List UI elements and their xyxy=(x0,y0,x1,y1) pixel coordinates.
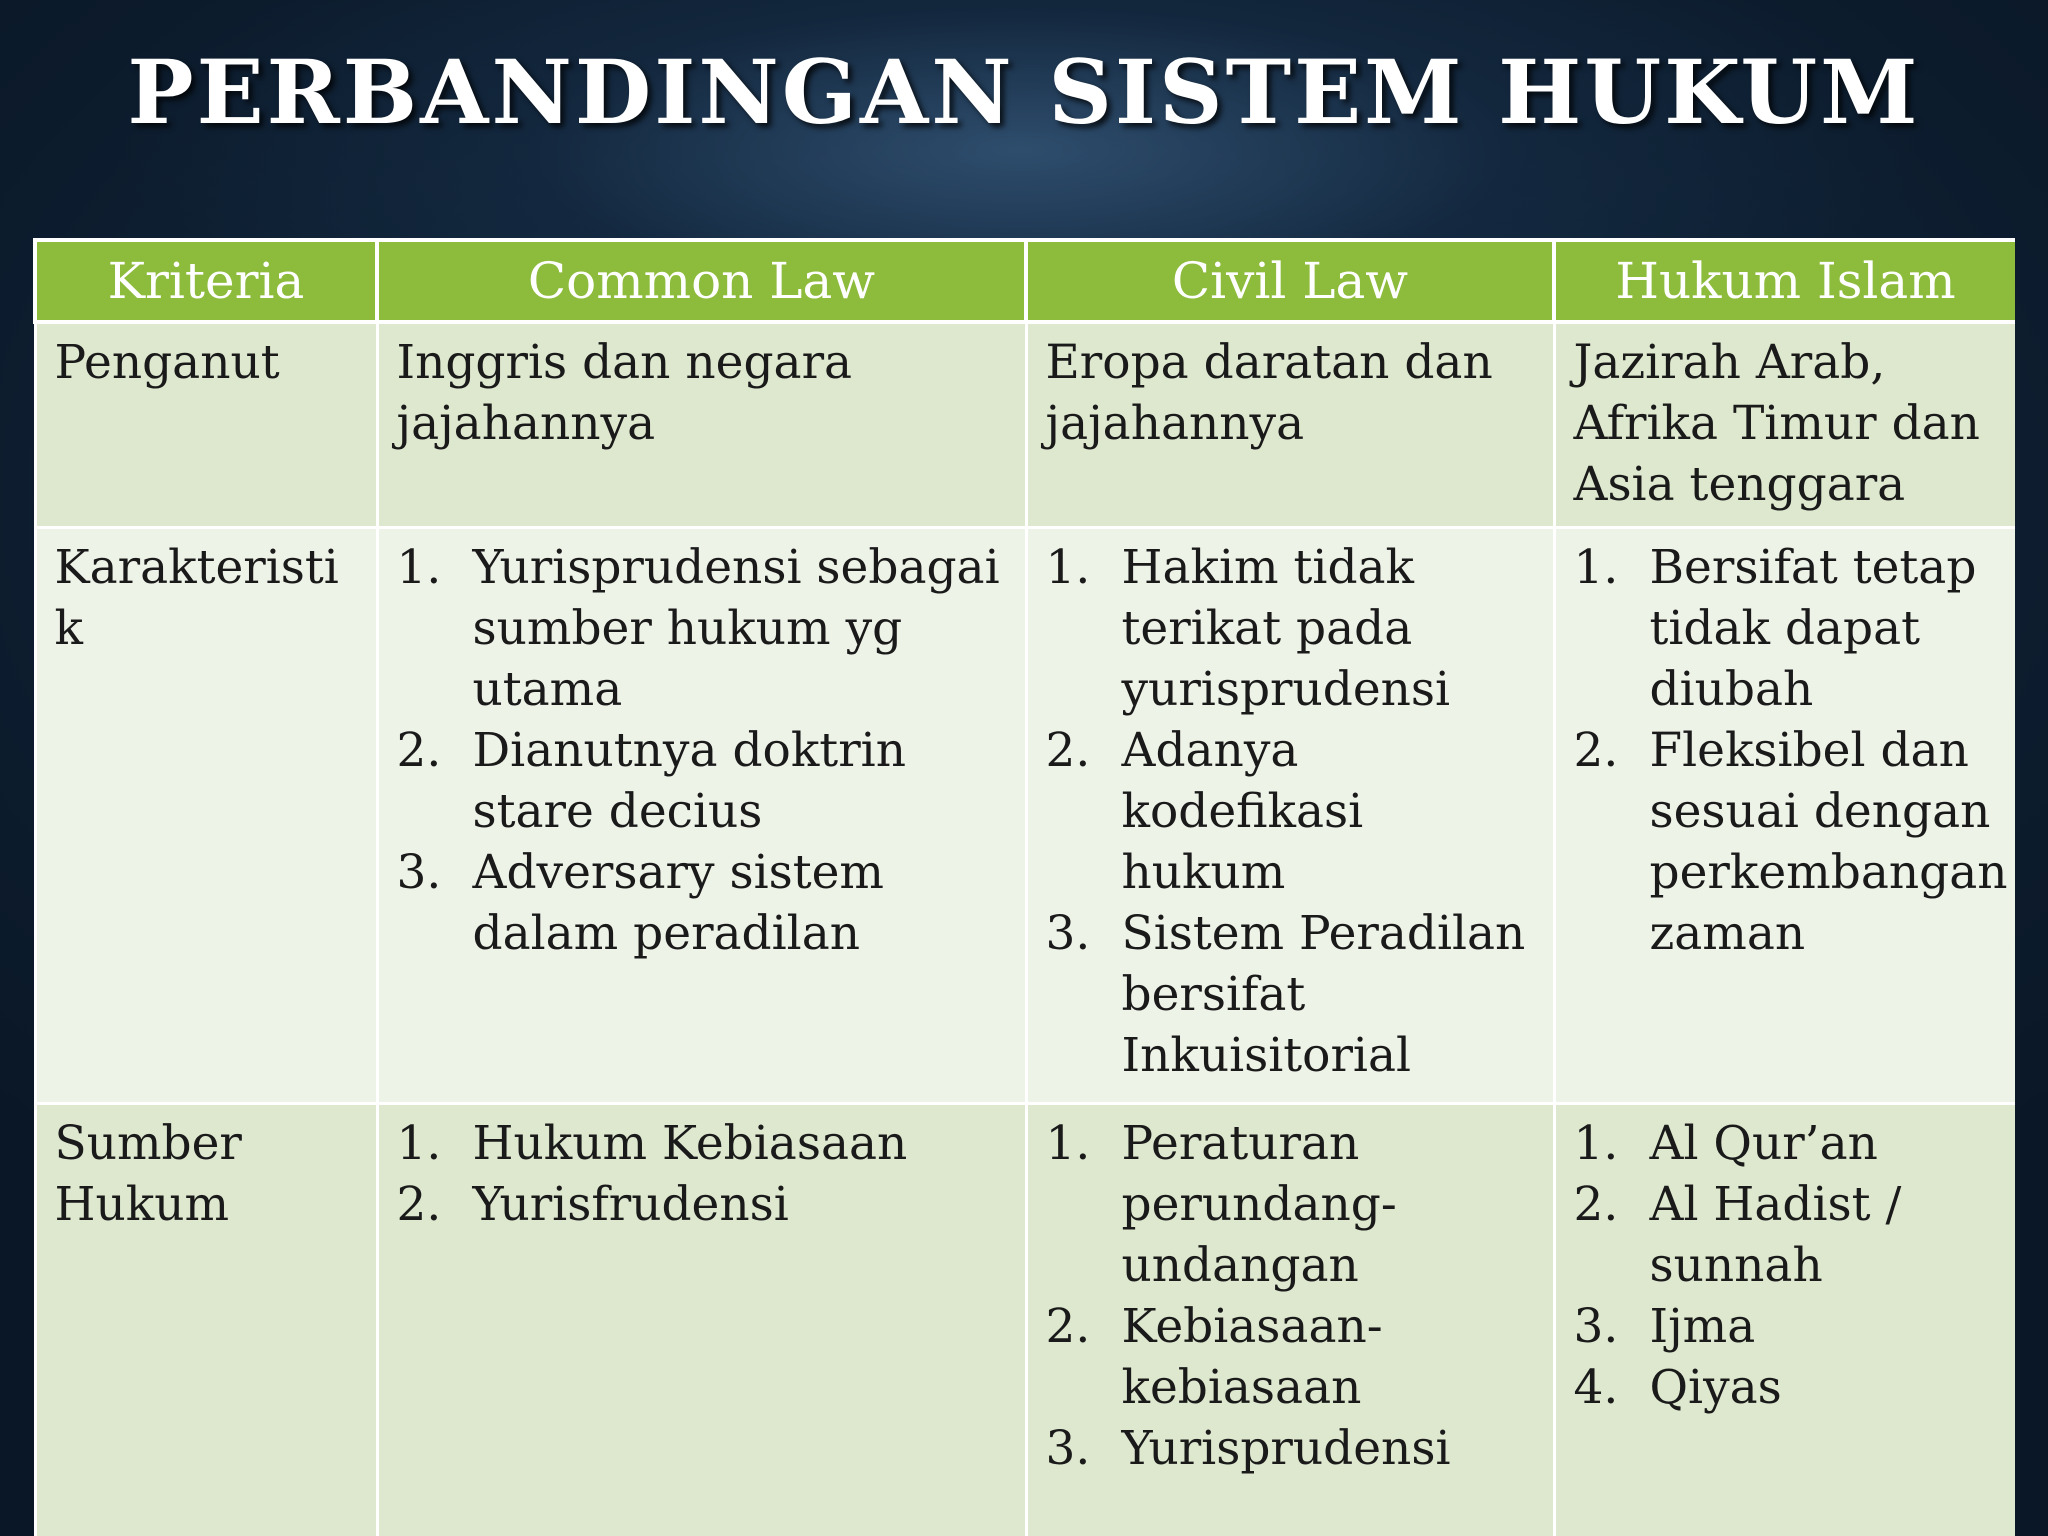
list-number: 3. xyxy=(1573,1299,1619,1354)
cell-text: Sumber Hukum xyxy=(54,1116,242,1232)
numbered-list xyxy=(397,1113,1011,1235)
list-item xyxy=(1574,1113,2002,1174)
list-item xyxy=(1574,1174,2002,1296)
cell-text: Jazirah Arab, Afrika Timur dan Asia tenggara xyxy=(1573,335,1980,512)
cell-text: Inggris dan negara jajahannya xyxy=(396,335,853,451)
list-text: Yurisprudensi xyxy=(1121,1421,1451,1476)
cell-common-law-karakteristik xyxy=(377,528,1026,1104)
list-item xyxy=(1046,903,1539,1086)
list-number: 1. xyxy=(1045,540,1091,595)
list-item xyxy=(1574,1357,2002,1418)
list-item xyxy=(1574,537,2002,720)
cell-criterion-karakteristik xyxy=(35,528,377,1104)
cell-text: Penganut xyxy=(54,335,280,390)
cell-civil-law-penganut xyxy=(1026,322,1554,528)
list-text: Kebiasaan-kebiasaan xyxy=(1121,1299,1383,1415)
list-text: Al Qur’an xyxy=(1649,1116,1878,1171)
list-text: Adversary sistem dalam peradilan xyxy=(472,845,885,961)
list-text: Qiyas xyxy=(1649,1360,1782,1415)
list-text: Dianutnya doktrin stare decius xyxy=(472,723,906,839)
list-number: 1. xyxy=(1573,540,1619,595)
cell-hukum-islam-karakteristik xyxy=(1554,528,2015,1104)
header-kriteria: Kriteria xyxy=(35,240,377,322)
list-number: 2. xyxy=(396,723,442,778)
list-item xyxy=(1046,1296,1539,1418)
list-item xyxy=(1573,720,2008,964)
slide-title: PERBANDINGAN SISTEM HUKUM xyxy=(127,40,1921,144)
cell-text: Karakteristik xyxy=(54,540,339,656)
list-item xyxy=(1046,1418,1539,1479)
cell-common-law-penganut xyxy=(377,322,1026,528)
cell-civil-law-sumber-hukum xyxy=(1026,1104,1554,1536)
list-text: Hakim tidak terikat pada yurisprudensi xyxy=(1121,540,1451,717)
list-item xyxy=(1574,1296,2002,1357)
list-item xyxy=(397,537,1011,720)
list-text: Yurisfrudensi xyxy=(472,1177,789,1232)
list-text: Ijma xyxy=(1649,1299,1756,1354)
list-item xyxy=(1046,720,1539,903)
list-number: 1. xyxy=(396,1116,442,1171)
list-item xyxy=(397,720,1011,842)
cell-criterion-sumber-hukum xyxy=(35,1104,377,1536)
table-header-row xyxy=(35,240,2015,322)
list-item xyxy=(397,1113,1011,1174)
list-text: Peraturan perundang-undangan xyxy=(1121,1116,1397,1293)
comparison-table xyxy=(33,238,2015,1536)
list-number: 3. xyxy=(396,845,442,900)
list-text: Yurisprudensi sebagai sumber hukum yg utama xyxy=(472,540,1000,717)
list-number: 1. xyxy=(1045,1116,1091,1171)
list-number: 2. xyxy=(1045,1299,1091,1354)
numbered-list xyxy=(1046,537,1539,1086)
header-civil-law: Civil Law xyxy=(1026,240,1554,322)
list-number: 2. xyxy=(1573,1177,1619,1232)
list-number: 2. xyxy=(1045,723,1091,778)
cell-civil-law-karakteristik xyxy=(1026,528,1554,1104)
list-number: 1. xyxy=(396,540,442,595)
list-text: Adanya kodefikasi hukum xyxy=(1121,723,1364,900)
list-text: Hukum Kebiasaan xyxy=(472,1116,908,1171)
list-text: Bersifat tetap tidak dapat diubah xyxy=(1649,540,1977,717)
cell-hukum-islam-sumber-hukum xyxy=(1554,1104,2015,1536)
table-row-penganut xyxy=(35,322,2015,528)
list-number: 2. xyxy=(1573,723,1619,778)
list-item xyxy=(1046,1113,1539,1296)
list-item xyxy=(1046,537,1539,720)
numbered-list xyxy=(1046,1113,1539,1479)
cell-text: Eropa daratan dan jajahannya xyxy=(1045,335,1493,451)
cell-common-law-sumber-hukum xyxy=(377,1104,1026,1536)
table-row-karakteristik xyxy=(35,528,2015,1104)
table-row-sumber-hukum xyxy=(35,1104,2015,1536)
numbered-list xyxy=(1573,537,2008,964)
cell-criterion-penganut xyxy=(35,322,377,528)
list-item xyxy=(397,1174,1011,1235)
numbered-list xyxy=(1574,1113,2002,1418)
numbered-list xyxy=(397,537,1011,964)
list-number: 3. xyxy=(1045,1421,1091,1476)
list-item xyxy=(397,842,1011,964)
header-hukum-islam: Hukum Islam xyxy=(1554,240,2015,322)
list-number: 3. xyxy=(1045,906,1091,961)
list-number: 1. xyxy=(1573,1116,1619,1171)
list-number: 2. xyxy=(396,1177,442,1232)
cell-hukum-islam-penganut xyxy=(1554,322,2015,528)
list-text: Al Hadist / sunnah xyxy=(1649,1177,1902,1293)
list-number: 4. xyxy=(1573,1360,1619,1415)
header-common-law: Common Law xyxy=(377,240,1026,322)
list-text: Sistem Peradilan bersifat Inkuisitorial xyxy=(1121,906,1526,1083)
comparison-table-container xyxy=(33,238,2015,1536)
list-text: Fleksibel dan sesuai dengan perkembangan zaman xyxy=(1649,723,2008,961)
